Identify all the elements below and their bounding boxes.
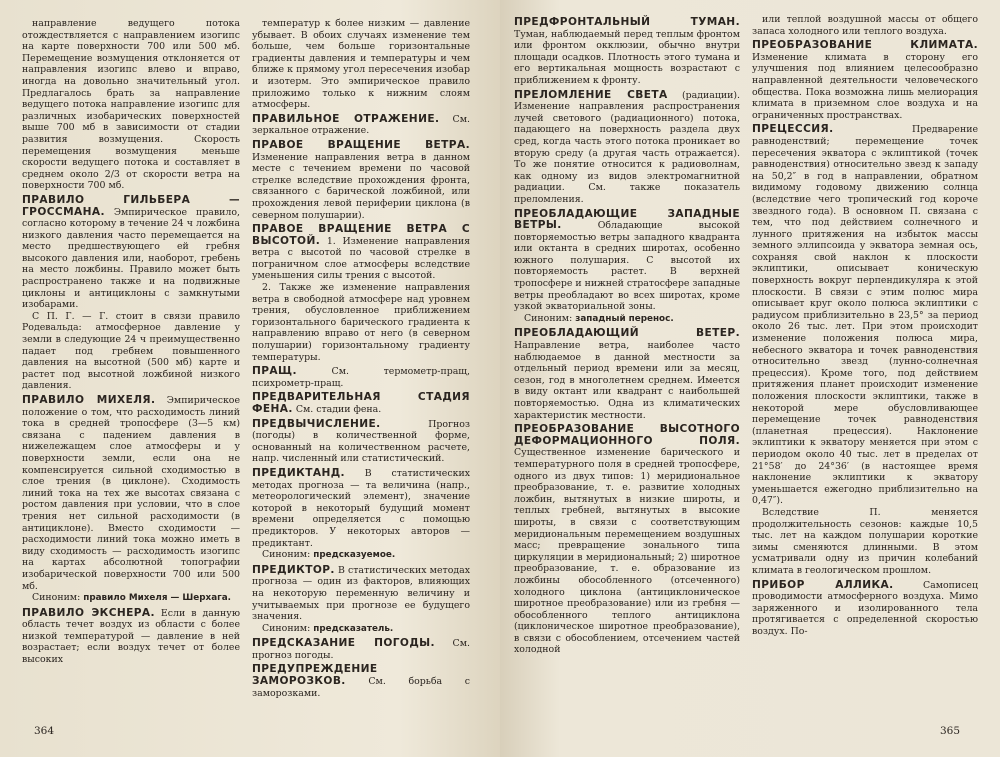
- entry-definition: В статистических методах прогноза — та величина (напр., метеорологический элемент), значение которой в некоторый будущий момент времени определяется с помощью предикторов. У некоторых авторов — предиктант.: [252, 467, 470, 549]
- left-page-column-2: [252, 18, 470, 733]
- dictionary-entry: [252, 224, 470, 282]
- synonym-label: Синоним:: [32, 592, 84, 604]
- entry-headword: ПРЕОБРАЗОВАНИЕ ВЫСОТНОГО ДЕФОРМАЦИОННОГО ПОЛЯ.: [514, 423, 740, 447]
- synonym-term: предсказуемое.: [313, 550, 396, 561]
- entry-headword: ПРАВИЛО МИХЕЛЯ.: [22, 394, 156, 406]
- entry-definition: Изменение климата в сторону его улучшения под влиянием целесообразно направленной деятельности человеческого общества. Пока возможна лишь мелиорация климата в приземном слое воздуха и на ограниченных пространствах.: [752, 51, 978, 121]
- entry-definition: Предварение равноденствий; перемещение точек пересечения экватора с эклиптикой (точек равноденствия) относительно звезд к западу на 50,2″ в год в направлении, обратном видимому годовому движению солнца (вследствие чего тропический год короче звездного года). В основном П. связана с тем, что под действием солнечного и лунного притяжения на избыток массы земного эллипсоида у экватора земная ось, сохраняя свой наклон к плоскости эклиптики, описывает коническую поверхность вокруг перпендикуляра к этой плоскости. В связи с этим полюс мира описывает круг около полюса эклиптики с радиусом приблизительно в 23,5° за период около 26 тыс. лет. При этом происходит изменение положения полюса мира, небесного экватора и точек равноденствия относительно звезд (лунно-солнечная прецессия). Кроме того, под действием притяжения планет происходит изменение положения плоскости эклиптики, также в некоторой мере обусловливающее перемещение точек равноденствия (планетная прецессия). Наклонение эклиптики к экватору меняется при этом с периодом около 40 тыс. лет в пределах от 21°58′ до 24°36′ (в настоящее время наклонение эклиптики к экватору уменьшается ежегодно приблизительно на 0,47″).: [752, 124, 978, 507]
- entry-headword: ПРЕДИКТАНД.: [252, 466, 345, 479]
- paragraph: 2. Также же изменение направления ветра в свободной атмосфере над уровнем трения, обусловленное приближением горизонтального барического градиента к направлению вправо от него (в северном полушарии) горизонтальному градиенту температуры.: [252, 282, 470, 363]
- entry-headword: ПРЕДИКТОР.: [252, 563, 335, 576]
- synonym-label: Синоним:: [524, 312, 576, 324]
- entry-definition: Эмпирическое положение о том, что расходимость линий тока в средней тропосфере (3—5 км) связана с падением давления в нижележащем слое атмосферы и у поверхности земли, если она не компенсируется сильной сходимостью в слое трения (в циклоне). Сходимость линий тока на тех же высотах связана с ростом давления при условии, что в слое трения нет сильной расходимости (в антициклоне). Вместо сходимости — расходимости линий тока можно иметь в виду сходимость — расходимость изогипс на картах абсолютной топографии изобарической поверхности 700 или 500 мб.: [22, 395, 240, 592]
- dictionary-entry: [22, 395, 240, 592]
- synonym-term: правило Михеля — Шерхага.: [83, 593, 232, 604]
- paragraph: С П. Г. — Г. стоит в связи правило Родевальда: атмосферное давление у земли в следующие 24 ч преимущественно падает под гребнем повышенного давления на высотной (500 мб) карте и растет под высотной ложбиной низкого давления.: [22, 310, 240, 392]
- entry-headword: ПРАВИЛО ЭКСНЕРА.: [22, 606, 155, 619]
- entry-headword: ПРАВОЕ ВРАЩЕНИЕ ВЕТРА.: [252, 138, 470, 151]
- dictionary-entry: [514, 209, 740, 313]
- right-page-column-2: [752, 14, 978, 729]
- synonym-label: Синоним:: [262, 622, 314, 634]
- paragraph: температур к более низким — давление убывает. В обоих случаях изменение тем больше, чем больше горизонтальные градиенты давления и температуры и чем ближе к прямому угол пересечения изобар и изотерм. Это эмпирическое правило приложимо только к нижним слоям атмосферы.: [252, 18, 470, 111]
- synonym-line: [514, 313, 740, 326]
- dictionary-entry: [752, 124, 978, 507]
- entry-headword: ПРАЩ.: [252, 365, 297, 378]
- entry-definition: Самописец проводимости атмосферного воздуха. Мимо заряженного и изолированного тела протягивается с определенной скоростью воздух. По-: [752, 579, 978, 637]
- synonym-line: [252, 549, 470, 562]
- entry-definition: Туман, наблюдаемый перед теплым фронтом или фронтом окклюзии, обычно внутри площади осадков. Плотность этого тумана и его вертикальная мощность возрастают с приближением к фронту.: [514, 28, 740, 86]
- left-page-column-1: [22, 18, 240, 733]
- page-number: 365: [939, 725, 960, 737]
- dictionary-entry: [514, 328, 740, 421]
- dictionary-entry: [252, 468, 470, 549]
- entry-definition: См. прогноз погоды.: [252, 638, 470, 661]
- dictionary-entry: [752, 40, 978, 121]
- entry-definition: Существенное изменение барического и температурного поля в средней тропосфере, одного из двух типов: 1) меридиональное преобразование, т. е. развитие холодных ложбин, вытянутых в низкие широты, и теплых гребней, вытянутых в высокие широты, в связи с соответствующим меридиональным перемещением воздушных масс; превращение зонального типа циркуляции в меридиональный; 2) широтное преобразование, т. е. образование из ложбины обособленного (отсеченного) холодного циклона (антициклоническое широтное преобразование) или из гребня — обособленного теплого антициклона (циклоническое широтное преобразование), в связи с обособлением, отсечением частей холодной: [514, 447, 740, 656]
- entry-definition: См. термометр-пращ, психрометр-пращ.: [252, 366, 470, 389]
- entry-headword: ПРЕДУПРЕЖДЕНИЕ ЗАМОРОЗКОВ.: [252, 663, 378, 688]
- entry-headword: ПРЕЛОМЛЕНИЕ СВЕТА: [514, 88, 668, 101]
- synonym-term: западный перенос.: [575, 313, 674, 324]
- entry-headword: ПРАВИЛЬНОЕ ОТРАЖЕНИЕ.: [252, 112, 440, 125]
- entry-headword: ПРЕДВАРИТЕЛЬНАЯ СТАДИЯ ФЕНА.: [252, 391, 470, 415]
- entry-definition: См. стадии фена.: [292, 404, 382, 415]
- entry-definition: Обладающие высокой повторяемостью ветры западного квадранта или октанта в средних широтах, особенно южного полушария. С высотой их повторяемость растет. В верхней тропосфере и нижней стратосфере западные ветры преобладают во всех широтах, кроме узкой экваториальной зоны.: [514, 220, 740, 313]
- dictionary-entry: [252, 565, 470, 623]
- dictionary-entry: [514, 424, 740, 656]
- entry-headword: ПРАВИЛО ГИЛЬБЕРА — ГРОССМАНА.: [22, 193, 240, 218]
- right-page: [500, 0, 1000, 757]
- entry-definition: См. борьба с заморозками.: [252, 676, 470, 699]
- dictionary-entry: [252, 140, 470, 221]
- entry-definition: В статистических методах прогноза — один из факторов, влияющих на некоторую переменную величину и учитываемых при прогнозе ее будущего значения.: [252, 564, 470, 623]
- dictionary-entry: [252, 664, 470, 699]
- entry-headword: ПРАВОЕ ВРАЩЕНИЕ ВЕТРА С ВЫСОТОЙ.: [252, 223, 470, 247]
- entry-definition: 1. Изменение направления ветра с высотой по часовой стрелке в пограничном слое атмосферы вследствие уменьшения силы трения с высотой.: [252, 235, 470, 282]
- paragraph: направление ведущего потока отождествляется с направлением изогипс на карте поверхности 700 или 500 мб. Перемещение возмущения отклоняется от направления изогипс влево и вправо, иногда на довольно значительный угол. Предлагалось брать за направление ведущего потока направление изогипс для различных изобарических поверхностей выше 700 мб в зависимости от стадии развития возмущения. Скорость перемещения возмущения меньше скорости ведущего потока и составляет в среднем около 2/3 от скорости ветра на поверхности 700 мб.: [22, 18, 240, 192]
- entry-headword: ПРИБОР АЛЛИКА.: [752, 578, 894, 591]
- synonym-line: [252, 623, 470, 636]
- entry-headword: ПРЕДСКАЗАНИЕ ПОГОДЫ.: [252, 637, 435, 650]
- synonym-term: предсказатель.: [313, 623, 394, 634]
- entry-headword: ПРЕОБЛАДАЮЩИЙ ВЕТЕР.: [514, 327, 740, 340]
- dictionary-entry: [22, 195, 240, 311]
- dictionary-entry: [252, 114, 470, 137]
- entry-headword: ПРЕДФРОНТАЛЬНЫЙ ТУМАН.: [514, 16, 740, 28]
- entry-definition: Направление ветра, наиболее часто наблюдаемое в данной местности за отдельный период времени или за месяц, сезон, год в многолетнем среднем. Имеется в виду октант или квадрант с наибольшей повторяемостью. Одна из климатических характеристик местности.: [514, 340, 740, 421]
- dictionary-entry: [252, 638, 470, 661]
- entry-definition: См. зеркальное отражение.: [252, 113, 470, 137]
- dictionary-entry: [752, 580, 978, 638]
- entry-definition: Эмпирическое правило, согласно которому в течение 24 ч ложбина низкого давления часто перемещается на место предшествующего ей гребня высокого давления или, наоборот, гребень на место ложбины. Правило может быть распространено также и на подвижные циклоны и антициклоны с замкнутыми изобарами.: [22, 206, 240, 311]
- page-number: 364: [34, 725, 55, 737]
- entry-headword: ПРЕДВЫЧИСЛЕНИЕ.: [252, 417, 381, 430]
- paragraph: Вследствие П. меняется продолжительность сезонов: каждые 10,5 тыс. лет на каждом полушарии короткие зимы сменяются длинными. В этом усматривали одну из причин колебаний климата в геологическом прошлом.: [752, 506, 978, 576]
- dictionary-entry: [252, 419, 470, 465]
- dictionary-entry: [514, 90, 740, 206]
- right-page-column-1: [514, 14, 740, 729]
- dictionary-entry: [252, 366, 470, 389]
- entry-definition: Изменение направления ветра в данном месте с течением времени по часовой стрелке вследствие прохождения фронта, связанного с барической ложбиной, или прохождения левой периферии циклона (в северном полушарии).: [252, 151, 470, 221]
- entry-definition: Прогноз (погоды) в количественной форме, основанный на количественном расчете, напр. численный или статистический.: [252, 418, 470, 465]
- dictionary-entry: [514, 17, 740, 87]
- entry-headword: ПРЕОБРАЗОВАНИЕ КЛИМАТА.: [752, 39, 978, 52]
- synonym-line: [22, 592, 240, 605]
- entry-headword: ПРЕОБЛАДАЮЩИЕ ЗАПАДНЫЕ ВЕТРЫ.: [514, 207, 740, 232]
- entry-headword: ПРЕЦЕССИЯ.: [752, 123, 834, 136]
- dictionary-entry: [252, 392, 470, 415]
- dictionary-entry: [22, 608, 240, 666]
- synonym-label: Синоним:: [262, 549, 314, 561]
- paragraph: или теплой воздушной массы от общего запаса холодного или теплого воздуха.: [752, 14, 978, 37]
- entry-definition: Если в данную область течет воздух из области с более низкой температурой — давление в ней возрастает; если воздух течет от более высоких: [22, 607, 240, 666]
- entry-definition: (радиации). Изменение направления распространения лучей светового (радиационного) потока, падающего на поверхность раздела двух сред, когда часть этого потока проникает во вторую среду (а другая часть отражается). То же понятие относится к радиоволнам, как одному из видов электромагнитной радиации. См. также показатель преломления.: [514, 89, 740, 205]
